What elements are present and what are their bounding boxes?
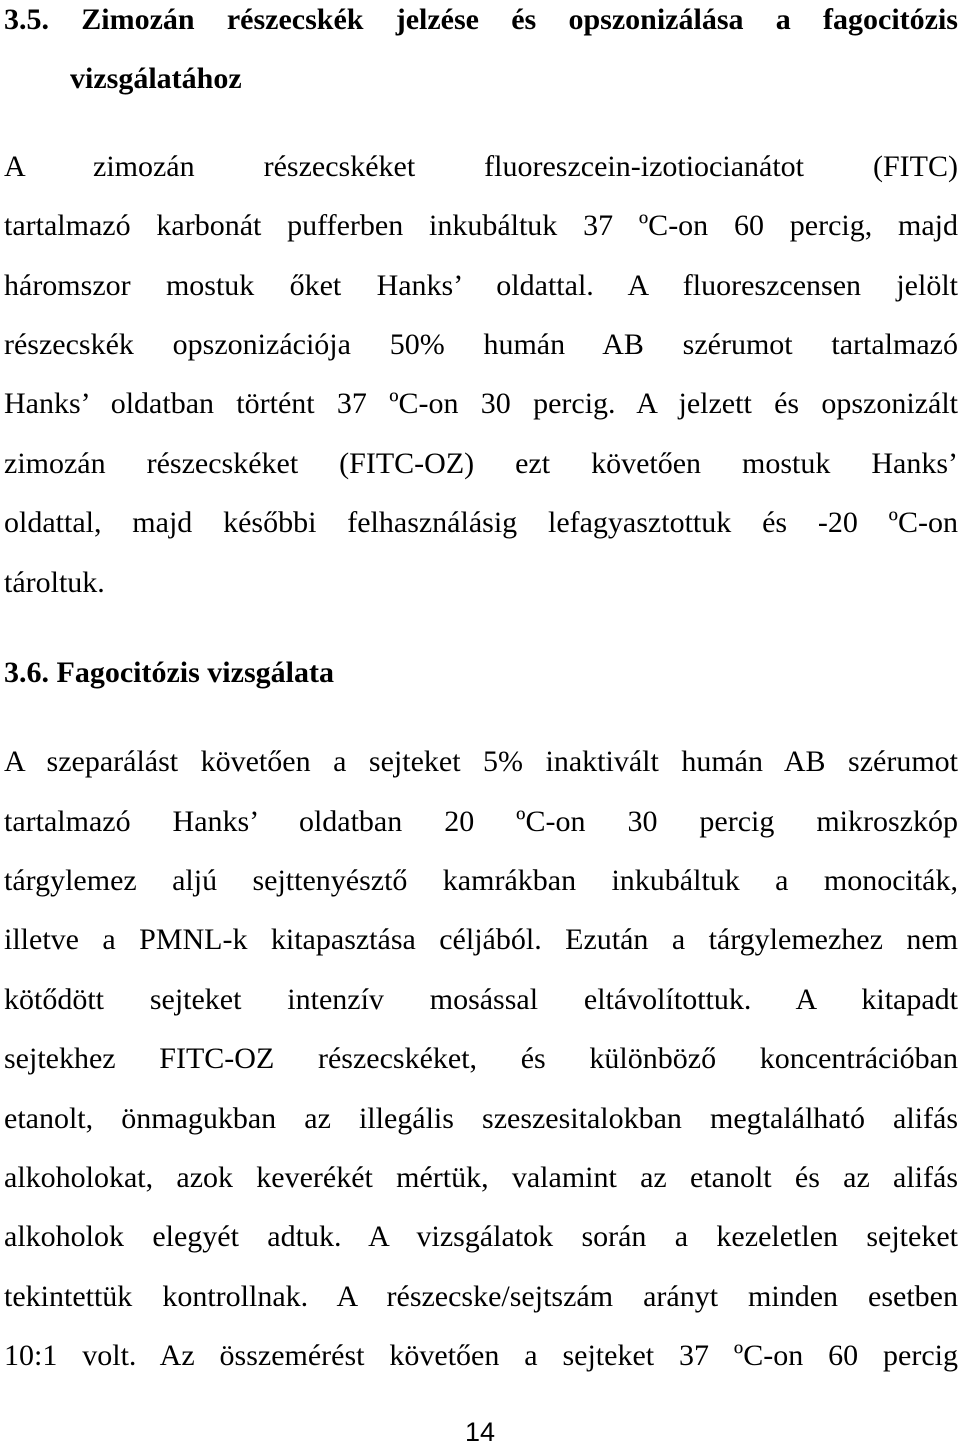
- paragraph-line: tárgylemez aljú sejttenyésztő kamrákban inkubáltuk a monociták,: [4, 864, 958, 897]
- paragraph-line: tartalmazó karbonát pufferben inkubáltuk 37 ºC-on 60 percig, majd: [4, 209, 958, 242]
- section-3-6-heading: 3.6. Fagocitózis vizsgálata: [4, 656, 334, 689]
- page-number: 14: [464, 1417, 496, 1447]
- paragraph-line: oldattal, majd későbbi felhasználásig lefagyasztottuk és -20 ºC-on: [4, 506, 958, 539]
- paragraph-line: sejtekhez FITC-OZ részecskéket, és különböző koncentrációban: [4, 1042, 958, 1075]
- paragraph-line: kötődött sejteket intenzív mosással eltávolítottuk. A kitapadt: [4, 983, 958, 1016]
- paragraph-line: etanolt, önmagukban az illegális szeszesitalokban megtalálható alifás: [4, 1102, 958, 1135]
- paragraph-line: alkoholok elegyét adtuk. A vizsgálatok során a kezeletlen sejteket: [4, 1220, 958, 1253]
- paragraph-line: részecskék opszonizációja 50% humán AB szérumot tartalmazó: [4, 328, 958, 361]
- paragraph-line: illetve a PMNL-k kitapasztása céljából. Ezután a tárgylemezhez nem: [4, 923, 958, 956]
- section-3-5-heading-line-2: vizsgálatához: [70, 62, 242, 95]
- paragraph-line: tároltuk.: [4, 566, 105, 599]
- section-3-5-heading-line-1: 3.5. Zimozán részecskék jelzése és opszonizálása a fagocitózis: [4, 3, 958, 36]
- paragraph-line: háromszor mostuk őket Hanks’ oldattal. A fluoreszcensen jelölt: [4, 269, 958, 302]
- paragraph-line: A szeparálást követően a sejteket 5% inaktivált humán AB szérumot: [4, 745, 958, 778]
- paragraph-line: A zimozán részecskéket fluoreszcein-izotiocianátot (FITC): [4, 150, 958, 183]
- paragraph-line: tartalmazó Hanks’ oldatban 20 ºC-on 30 percig mikroszkóp: [4, 805, 958, 838]
- paragraph-line: tekintettük kontrollnak. A részecske/sejtszám arányt minden esetben: [4, 1280, 958, 1313]
- paragraph-line: Hanks’ oldatban történt 37 ºC-on 30 percig. A jelzett és opszonizált: [4, 387, 958, 420]
- paragraph-line: alkoholokat, azok keverékét mértük, valamint az etanolt és az alifás: [4, 1161, 958, 1194]
- paragraph-line: zimozán részecskéket (FITC-OZ) ezt követően mostuk Hanks’: [4, 447, 958, 480]
- paragraph-line: 10:1 volt. Az összemérést követően a sejteket 37 ºC-on 60 percig: [4, 1339, 958, 1372]
